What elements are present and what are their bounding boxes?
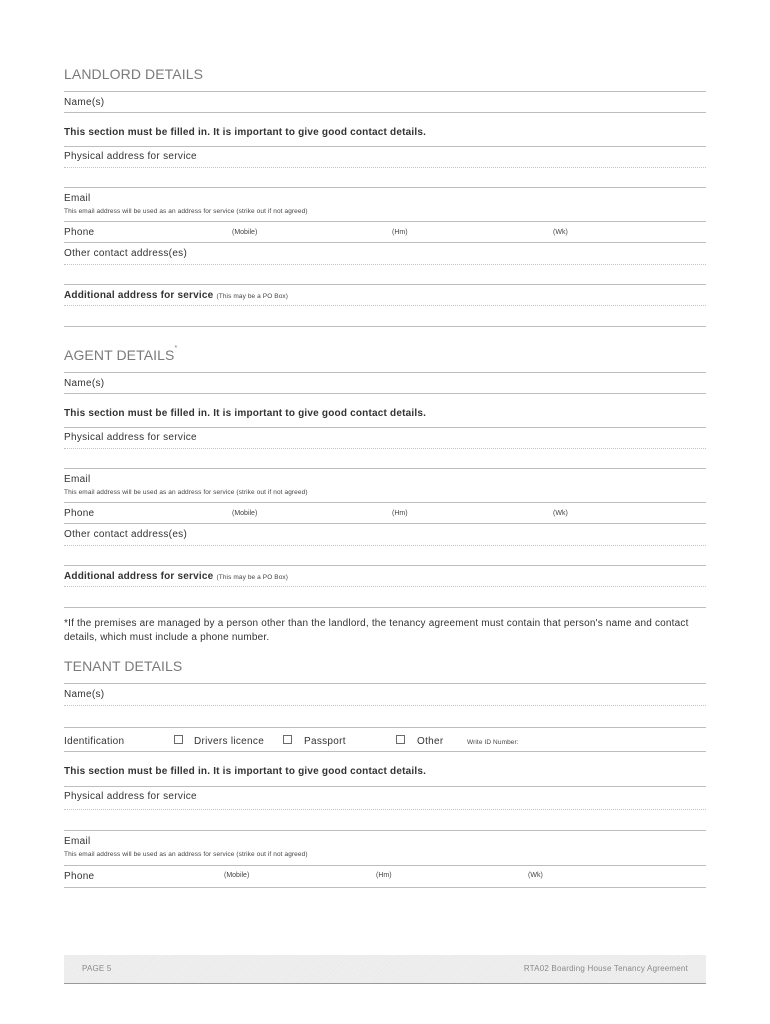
landlord-wk-label: (Wk) xyxy=(553,229,568,236)
agent-hm-label: (Hm) xyxy=(392,510,408,517)
agent-names-field[interactable] xyxy=(64,393,706,394)
agent-other-contact-field[interactable] xyxy=(64,545,706,546)
tenant-hm-label: (Hm) xyxy=(376,872,392,879)
divider xyxy=(64,565,706,566)
drivers-licence-label: Drivers licence xyxy=(194,736,265,747)
divider xyxy=(64,427,706,428)
tenant-wk-label: (Wk) xyxy=(528,872,543,879)
landlord-physical-address-label: Physical address for service xyxy=(64,151,197,162)
landlord-email-label: Email xyxy=(64,193,91,204)
landlord-additional-address xyxy=(64,290,288,301)
landlord-heading: LANDLORD DETAILS xyxy=(64,66,204,82)
landlord-email-note: This email address will be used as an address for service (strike out if not agreed) xyxy=(64,208,308,215)
landlord-phone-field[interactable] xyxy=(64,242,706,243)
tenant-mobile-label: (Mobile) xyxy=(224,872,250,879)
divider xyxy=(64,146,706,147)
tenant-phone-field[interactable] xyxy=(64,887,706,888)
divider xyxy=(64,187,706,188)
divider xyxy=(64,284,706,285)
passport-checkbox[interactable] xyxy=(283,735,292,744)
other-id-checkbox[interactable] xyxy=(396,735,405,744)
landlord-additional-note: (This may be a PO Box) xyxy=(216,293,289,300)
agent-footnote: *If the premises are managed by a person other than the landlord, the tenancy agreement must contain that person's name and contact details, which must include a phone number. xyxy=(64,618,689,643)
landlord-mobile-label: (Mobile) xyxy=(232,229,258,236)
write-id-number-label: Write ID Number: xyxy=(467,739,519,746)
tenant-identification-field[interactable] xyxy=(64,751,706,752)
divider xyxy=(64,786,706,787)
agent-wk-label: (Wk) xyxy=(553,510,568,517)
agent-heading: AGENT DETAILS* xyxy=(64,345,178,363)
agent-phone-label: Phone xyxy=(64,508,95,519)
agent-phone-field[interactable] xyxy=(64,523,706,524)
other-id-label: Other xyxy=(417,736,444,747)
landlord-physical-address-field[interactable] xyxy=(64,167,706,168)
landlord-other-contact-field[interactable] xyxy=(64,264,706,265)
divider xyxy=(64,326,706,327)
tenant-email-field[interactable] xyxy=(64,865,706,866)
landlord-additional-address-field[interactable] xyxy=(64,305,706,306)
agent-mobile-label: (Mobile) xyxy=(232,510,258,517)
agent-must-fill-note: This section must be filled in. It is important to give good contact details. xyxy=(64,408,427,419)
document-title: RTA02 Boarding House Tenancy Agreement xyxy=(523,964,688,973)
tenant-names-field[interactable] xyxy=(64,705,706,706)
landlord-hm-label: (Hm) xyxy=(392,229,408,236)
agent-other-contact-label: Other contact address(es) xyxy=(64,529,188,540)
agent-additional-label: Additional address for service xyxy=(64,571,214,582)
divider xyxy=(64,468,706,469)
passport-label: Passport xyxy=(304,736,346,747)
page-number: PAGE 5 xyxy=(82,964,112,973)
landlord-phone-label: Phone xyxy=(64,227,95,238)
tenant-email-note: This email address will be used as an address for service (strike out if not agreed) xyxy=(64,851,308,858)
drivers-licence-checkbox[interactable] xyxy=(174,735,183,744)
tenant-identification-label: Identification xyxy=(64,736,125,747)
landlord-must-fill-note: This section must be filled in. It is important to give good contact details. xyxy=(64,127,427,138)
page-footer xyxy=(64,955,706,984)
agent-additional-address-field[interactable] xyxy=(64,586,706,587)
agent-physical-address-field[interactable] xyxy=(64,448,706,449)
agent-additional-note: (This may be a PO Box) xyxy=(216,574,289,581)
agent-additional-address xyxy=(64,571,288,582)
landlord-other-contact-label: Other contact address(es) xyxy=(64,248,188,259)
divider xyxy=(64,683,706,684)
landlord-names-field[interactable] xyxy=(64,112,706,113)
agent-names-label: Name(s) xyxy=(64,378,105,389)
tenant-heading: TENANT DETAILS xyxy=(64,658,183,674)
landlord-email-field[interactable] xyxy=(64,221,706,222)
tenant-physical-address-field[interactable] xyxy=(64,809,706,810)
agent-email-field[interactable] xyxy=(64,502,706,503)
divider xyxy=(64,830,706,831)
divider xyxy=(64,372,706,373)
agent-email-note: This email address will be used as an address for service (strike out if not agreed) xyxy=(64,489,308,496)
divider xyxy=(64,727,706,728)
landlord-additional-label: Additional address for service xyxy=(64,290,214,301)
tenant-email-label: Email xyxy=(64,836,91,847)
landlord-names-label: Name(s) xyxy=(64,97,105,108)
tenant-physical-address-label: Physical address for service xyxy=(64,791,197,802)
agent-physical-address-label: Physical address for service xyxy=(64,432,197,443)
tenant-phone-label: Phone xyxy=(64,871,95,882)
divider xyxy=(64,91,706,92)
agent-heading-asterisk: * xyxy=(174,345,178,352)
tenant-names-label: Name(s) xyxy=(64,689,105,700)
agent-email-label: Email xyxy=(64,474,91,485)
divider xyxy=(64,607,706,608)
tenant-must-fill-note: This section must be filled in. It is important to give good contact details. xyxy=(64,766,427,777)
